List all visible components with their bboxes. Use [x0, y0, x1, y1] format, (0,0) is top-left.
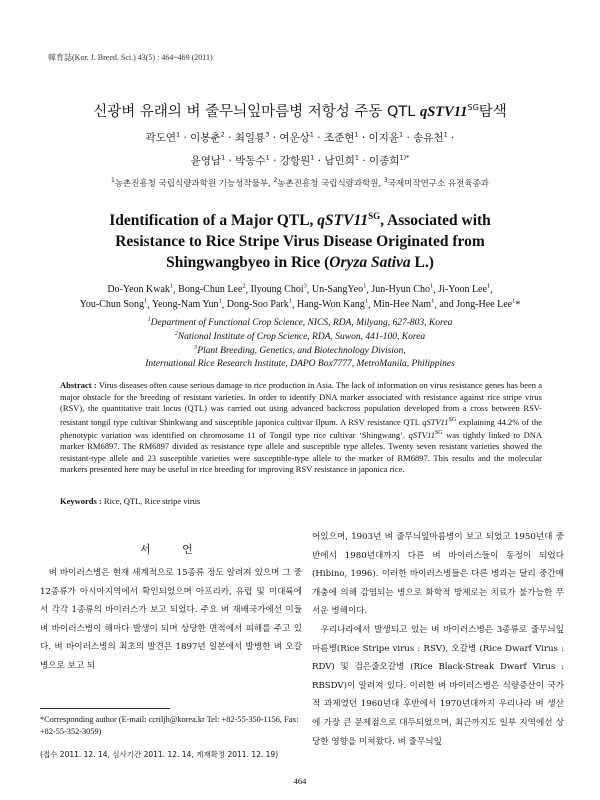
en-author: Hang-Won Kang$^1$ [296, 298, 369, 311]
en-author: and Jong-Hee Lee$^1$ [439, 298, 516, 311]
kr-author: 강항원$^1$ [279, 153, 315, 167]
en-title-line-1: Identification of a Major QTL, $qSTV11^{SG}$, Associated with [109, 211, 491, 230]
kr-author: 윤영남$^1$ [190, 153, 226, 167]
en-title-line-2: Resistance to Rice Stripe Virus Disease Originated from [115, 233, 485, 251]
en-author: Do-Yeon Kwak$^1$ [107, 283, 174, 296]
kr-author: 조준현$^1$ [323, 130, 359, 144]
en-author: Bong-Chun Lee$^2$ [178, 283, 246, 296]
kr-author: 최일룡$^3$ [234, 130, 270, 144]
en-author: Min-Hee Nam$^1$ [373, 298, 435, 311]
en-author: Jun-Hyun Cho$^1$ [371, 283, 434, 296]
en-affiliation-1: $^1$Department of Functional Crop Science, NICS, RDA, Milyang, 627-803, Korea [147, 317, 453, 329]
kr-title-main: 신광벼 유래의 벼 줄무늬잎마름병 저항성 주동 QTL [93, 104, 420, 120]
corresponding-star: * [515, 299, 521, 311]
korean-title [40, 100, 560, 121]
right-column-text [312, 528, 564, 751]
abstract: Abstract : Virus diseases often cause serious damage to rice production in Asia. The lack of information on virus resistance genes has been a major obstacle for the breeding of resistant varieties. In order to identify DNA marker associated with resistance against rice stripe virus (RSV), the quantitative trait locus (QTL) was carried out using advanced backcross population developed from a cross between RSV-resistant tongil type cultivar Shinkwang and susceptible japonica cultivar Ilpum. A RSV resistance QTL $qSTV11^{SG}$ explaining 44.2% of the phenotypic variation was identified on chromosome 11 of Tongil type rice cultivar ‘Shingwang’. $qSTV11^{SG}$ was tightly linked to DNA marker RM6897. The RM6897 divided as resistance type allele and susceptible type alleles. Twenty seven resistant varieties showed the resistant-type allele and 23 susceptible varieties were susceptible-type allele to the marker of RM6897. This results and the molecular markers presented here may be useful in rice breeding for improving RSV resistance in japonica rice. [60, 380, 542, 475]
page-number: 464 [293, 776, 307, 786]
keywords-label: Keywords : [60, 496, 102, 506]
kr-author: 남민희$^1$ [324, 153, 359, 167]
en-author: Dong-Soo Park$^1$ [226, 298, 292, 311]
en-affiliation-4: International Rice Research Institute, DAPO Box7777, MetroManila, Philippines [145, 359, 455, 369]
en-author: Un-SangYeo$^1$ [311, 283, 367, 296]
kr-author: 곽도연$^1$ [145, 130, 181, 144]
korean-authors-line-2: 윤영남$^1$ · 박동수$^1$ · 강항원$^1$ · 남민희$^1$ · 이종희$^{1)*}$ [190, 153, 410, 167]
intro-paragraph-2: 어있으며, 1903년 벼 줄무늬잎마름병이 보고 되었고 1950년대 중반에서 1980년대까지 다른 벼 바이러스들이 동정이 되었다(Hibino, 1996). 이러한 바이러스병들은 다른 병과는 달리 중간매개충에 의해 감염되는 병으로 화학적 방제로는 치료가 불가능한 무서운 병해이다. [312, 532, 564, 617]
korean-affiliations: $^1$농촌진흥청 국립식량과학원 기능성작물부, $^2$농촌진흥청 국립식량과학원, $^3$국제미작연구소 유전육종과 [111, 177, 489, 189]
abstract-label: Abstract : [60, 380, 97, 390]
journal-header: 韓育誌(Kor. J. Breed. Sci.) 43(5) : 464~469 (2011) [48, 53, 213, 62]
footnote-rule [40, 708, 170, 709]
english-authors-line-1: Do-Yeon Kwak$^1$, Bong-Chun Lee$^2$, Ilyoung Choi$^3$, Un-SangYeo$^1$, Jun-Hyun Cho$^1$, Ji-Yoon Lee$^1$, [107, 283, 493, 296]
kr-author: 여운상$^1$ [279, 130, 314, 144]
en-author: You-Chun Song$^1$ [79, 298, 148, 311]
korean-authors-line-1: 곽도연$^1$ · 이봉춘$^2$ · 최일룡$^3$ · 여운상$^1$ · 조준현$^1$ · 이지윤$^1$ · 송유천$^1$ · [145, 130, 455, 144]
en-title-line-3: Shingwangbyeo in Rice (Oryza Sativa L.) [166, 254, 434, 272]
en-affiliation-2: $^2$National Institute of Crop Science, RDA, Suwon, 441-100, Korea [174, 331, 426, 343]
keywords: Keywords : Rice, QTL, Rice stripe virus [60, 496, 201, 506]
corresponding-author-footnote: *Corresponding author (E-mail: ccriljh@korea.kr Tel: +82-55-350-1156, Fax: +82-55-352-3059) [40, 715, 299, 736]
kr-title-gene: qSTV11 [419, 104, 468, 120]
kr-author: 이봉춘$^2$ [190, 130, 225, 144]
kr-author: 박동수$^1$ [235, 153, 270, 167]
en-author: Ilyoung Choi$^3$ [250, 283, 307, 296]
en-author: Yeong-Nam Yun$^1$ [151, 298, 222, 311]
en-affiliation-3: $^3$Plant Breeding, Genetics, and Biotechnology Division, [194, 345, 406, 357]
left-column-text [40, 564, 302, 676]
received-dates: (접수 2011. 12. 14, 심사기간 2011. 12. 14, 게재확정 2011. 12. 19) [40, 750, 279, 759]
section-heading-introduction: 서 언 [140, 543, 207, 556]
kr-author: 이종희$^{1)*}$ [369, 153, 410, 167]
kr-author: 송유천$^1$ [413, 130, 448, 144]
kr-title-gene-sup: SG [467, 103, 479, 113]
kr-title-suffix: 탐색 [478, 104, 507, 120]
kr-author: 이지윤$^1$ [368, 130, 404, 144]
intro-paragraph-1: 벼 바이러스병은 현재 세계적으로 15종류 정도 알려져 있으며 그 중 12종류가 아시아지역에서 확인되었으며 아프리카, 유럽 및 미대륙에서 각각 1종류의 바이러스가 보고 되었다. 주요 벼 재배국가에선 이들 벼 바이러스병이 해마다 발생이 되며 상당한 면적에서 피해를 주고 있다. 벼 바이러스병의 최초의 발견은 1897년 일본에서 발병한 벼 오갈병으로 보고 되 [40, 568, 302, 671]
en-author: Ji-Yoon Lee$^1$ [438, 283, 491, 296]
english-title [40, 206, 560, 273]
english-authors-line-2: You-Chun Song$^1$, Yeong-Nam Yun$^1$, Dong-Soo Park$^1$, Hang-Won Kang$^1$, Min-Hee Nam$^1$, and Jong-Hee Lee$^1$* [79, 298, 521, 311]
intro-paragraph-3: 우리나라에서 발생되고 있는 벼 바이러스병은 3종류로 줄무늬잎마름병(Rice Stripe virus : RSV), 오갈병 (Rice Dwarf Virus : RDV) 및 검은줄오갈병 (Rice Black-Streak Dwarf Virus : RBSDV)이 알려져 있다. 이러한 벼 바이러스병은 식량증산이 국가적 과제였던 1960년대 후반에서 1970년대까지 우리나라 벼 생산에 가장 큰 문제점으로 대두되었으며, 최근까지도 일부 지역에선 상당한 영향을 미쳐왔다. 벼 줄무늬잎 [312, 624, 564, 747]
